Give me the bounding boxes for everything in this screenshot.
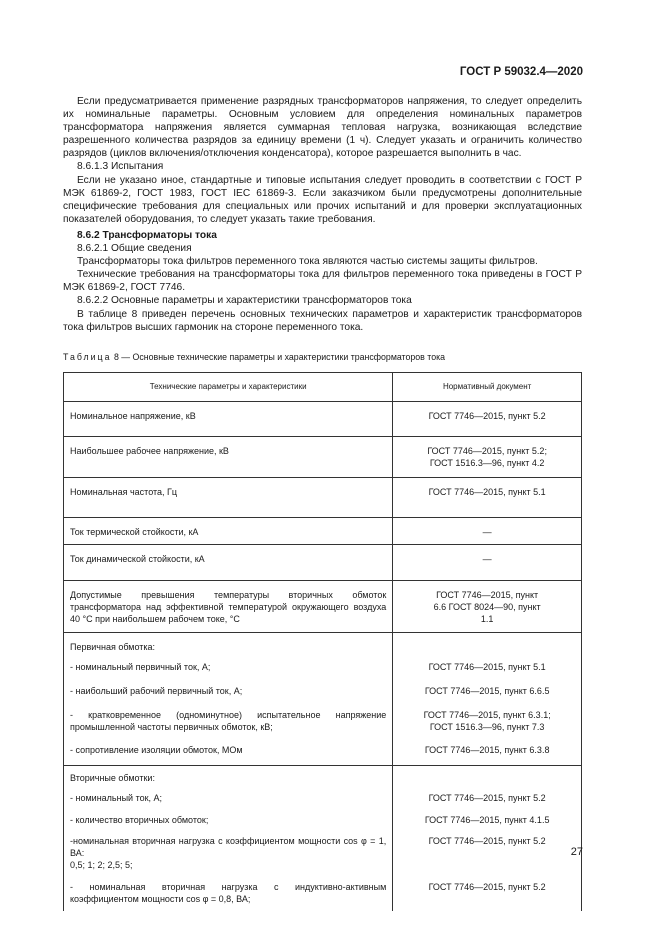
param-cell: Номинальное напряжение, кВ [64, 402, 393, 437]
param-cell: - сопротивление изоляции обмоток, МОм [64, 741, 393, 766]
doc-cell: ГОСТ 7746—2015, пункт 6.6 ГОСТ 8024—90, пункт 1.1 [393, 581, 582, 633]
subsection-heading: 8.6.1.3 Испытания [77, 161, 164, 173]
paragraph: Если предусматривается применение разрядных трансформаторов напряжения, то следует определить их номинальные параметры. Основным условием для определения номинальных параметров трансформатора напряжения является суммарная тепловая нагрузка, возникающая вследствие разрешенного количества разрядов за единицу времени (1 ч). Следует указать и ограничить количество разрядов (циклов включения/отключения конденсатора), которое разрешается выполнить в час. [63, 96, 582, 160]
param-cell: Вторичные обмотки: [64, 766, 393, 790]
param-cell: Ток термической стойкости, кА [64, 518, 393, 545]
param-cell: Наибольшее рабочее напряжение, кВ [64, 437, 393, 478]
doc-cell: ГОСТ 7746—2015, пункт 5.1 [393, 478, 582, 518]
paragraph: В таблице 8 приведен перечень основных технических параметров и характеристик трансформаторов тока фильтров высших гармоник на стороне переменного тока. [63, 308, 582, 333]
param-cell: 0,5; 1; 2; 2,5; 5; [64, 859, 393, 879]
param-cell: - кратковременное (одноминутное) испытательное напряжение промышленной частоты первичных обмоток, кВ; [64, 706, 393, 741]
table-row [64, 811, 582, 832]
doc-cell [393, 859, 582, 879]
param-cell: Ток динамической стойкости, кА [64, 545, 393, 581]
doc-cell: ГОСТ 7746—2015, пункт 6.6.5 [393, 682, 582, 706]
doc-cell: — [393, 518, 582, 545]
paragraph: Трансформаторы тока фильтров переменного тока являются частью системы защиты фильтров. [77, 256, 538, 268]
param-cell: - количество вторичных обмоток; [64, 811, 393, 832]
param-cell: - номинальная вторичная нагрузка с индуктивно-активным коэффициентом мощности cos φ = 0,8, ВА; [64, 879, 393, 911]
table-caption-text: 8 — Основные технические параметры и характеристики трансформаторов тока [113, 352, 446, 362]
table-row [64, 682, 582, 706]
param-cell: Первичная обмотка: [64, 633, 393, 659]
paragraph: Технические требования на трансформаторы тока для фильтров переменного тока приведены в ГОСТ Р МЭК 61869-2, ГОСТ 7746. [63, 269, 582, 294]
param-cell: - номинальный первичный ток, А; [64, 658, 393, 682]
section-heading: 8.6.2 Трансформаторы тока [77, 229, 217, 241]
column-header-document: Нормативный документ [393, 373, 582, 402]
subsection-heading: 8.6.2.1 Общие сведения [77, 243, 192, 255]
param-cell: - наибольший рабочий первичный ток, А; [64, 682, 393, 706]
doc-cell: ГОСТ 7746—2015, пункт 6.3.8 [393, 741, 582, 766]
body-text [63, 95, 582, 334]
doc-cell: ГОСТ 7746—2015, пункт 5.2 [393, 789, 582, 811]
doc-cell: ГОСТ 7746—2015, пункт 4.1.5 [393, 811, 582, 832]
column-header-parameters: Технические параметры и характеристики [64, 373, 393, 402]
table-row [64, 879, 582, 911]
param-cell: - номинальный ток, А; [64, 789, 393, 811]
paragraph: Если не указано иное, стандартные и типовые испытания следует проводить в соответствии с ГОСТ Р МЭК 61869-2, ГОСТ 1983, ГОСТ IEC 61869-3. Если заказчиком были предусмотрены дополнительные специфические требования для специальных или прочих испытаний и для проверки эксплуатационных показателей оборудования, то следует указать такие требования. [63, 174, 582, 225]
table-row [64, 545, 582, 581]
table-row [64, 706, 582, 741]
doc-cell [393, 766, 582, 790]
doc-cell: — [393, 545, 582, 581]
param-cell: Допустимые превышения температуры вторичных обмоток трансформатора над эффективной температурой окружающего воздуха 40 °С при наибольшем рабочем токе, °С [64, 581, 393, 633]
table-row [64, 478, 582, 518]
doc-cell: ГОСТ 7746—2015, пункт 5.2 [393, 832, 582, 859]
doc-cell: ГОСТ 7746—2015, пункт 5.2; ГОСТ 1516.3—96, пункт 4.2 [393, 437, 582, 478]
doc-cell: ГОСТ 7746—2015, пункт 5.2 [393, 879, 582, 911]
document-number-header: ГОСТ Р 59032.4—2020 [459, 66, 583, 78]
doc-cell: ГОСТ 7746—2015, пункт 5.1 [393, 658, 582, 682]
table-caption [63, 352, 445, 362]
table-header-row [64, 373, 582, 402]
doc-cell: ГОСТ 7746—2015, пункт 6.3.1; ГОСТ 1516.3—96, пункт 7.3 [393, 706, 582, 741]
table-row [64, 658, 582, 682]
param-cell: -номинальная вторичная нагрузка с коэффициентом мощности cos φ = 1, ВА: [64, 832, 393, 859]
param-cell: Номинальная частота, Гц [64, 478, 393, 518]
table-row [64, 633, 582, 659]
table-row [64, 766, 582, 790]
doc-cell: ГОСТ 7746—2015, пункт 5.2 [393, 402, 582, 437]
subsection-heading: 8.6.2.2 Основные параметры и характеристики трансформаторов тока [77, 295, 412, 307]
page-number: 27 [570, 846, 583, 858]
table-row [64, 581, 582, 633]
table-row [64, 832, 582, 859]
table-row [64, 741, 582, 766]
table-row [64, 518, 582, 545]
table-caption-prefix: Таблица [63, 352, 112, 362]
table-row [64, 437, 582, 478]
table-row [64, 402, 582, 437]
specs-table [63, 372, 582, 911]
doc-cell [393, 633, 582, 659]
table-row [64, 859, 582, 879]
table-row [64, 789, 582, 811]
